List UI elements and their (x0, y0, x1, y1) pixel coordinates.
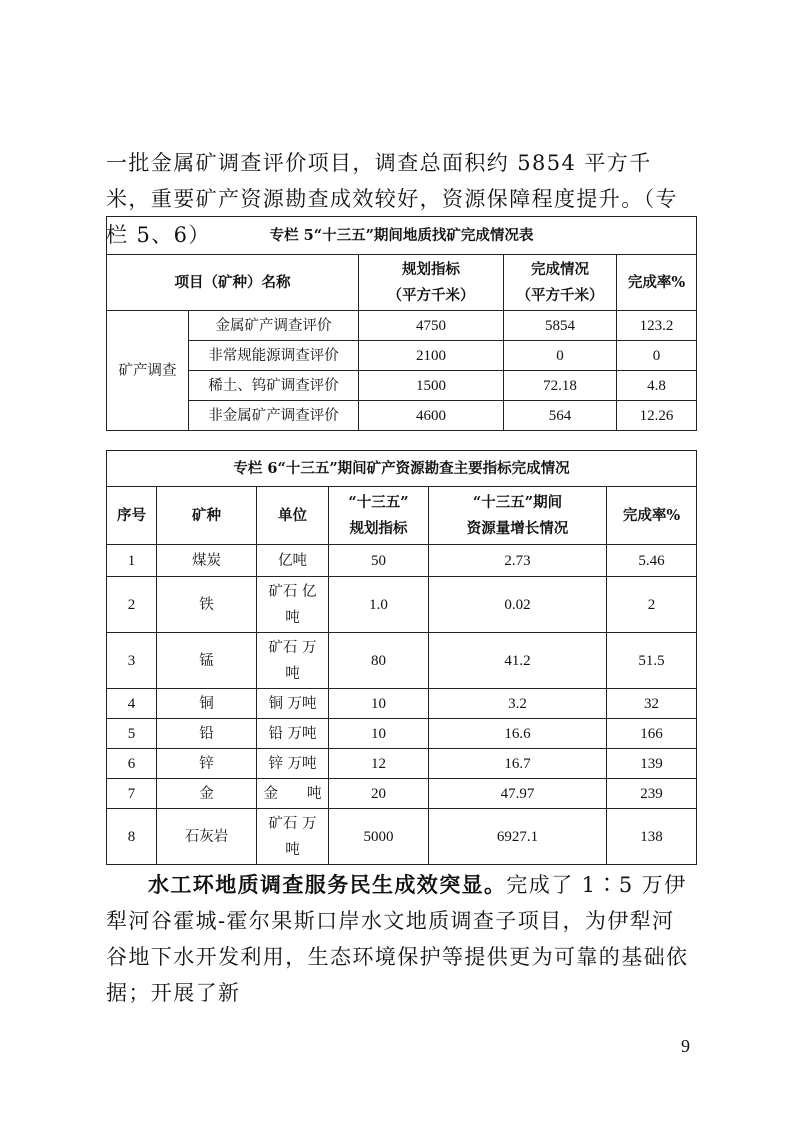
table2-cell-mineral: 铅 (157, 719, 257, 749)
table-row (107, 371, 697, 401)
page-number: 9 (681, 1036, 690, 1056)
table1-cell-plan: 4600 (359, 401, 504, 431)
table2-cell-growth: 0.02 (429, 577, 607, 633)
table2-cell-seq: 5 (107, 719, 157, 749)
table-row (107, 779, 697, 809)
table1-header-plan: 规划指标 （平方千米） (359, 255, 504, 311)
table2-cell-mineral: 金 (157, 779, 257, 809)
table2-cell-rate: 139 (607, 749, 697, 779)
table-geological-prospecting (106, 216, 697, 431)
table-row (107, 633, 697, 689)
table2-cell-mineral: 铁 (157, 577, 257, 633)
table2-cell-plan: 5000 (329, 809, 429, 865)
table2-cell-seq: 7 (107, 779, 157, 809)
table2-cell-mineral: 锌 (157, 749, 257, 779)
table2-cell-plan: 12 (329, 749, 429, 779)
table2-cell-rate: 138 (607, 809, 697, 865)
table1-cell-rate: 0 (617, 341, 697, 371)
table2-cell-plan: 10 (329, 689, 429, 719)
table2-header-seq: 序号 (107, 487, 157, 545)
table1-cell-done: 72.18 (504, 371, 617, 401)
table2-cell-seq: 4 (107, 689, 157, 719)
table2-cell-growth: 6927.1 (429, 809, 607, 865)
table2-cell-growth: 2.73 (429, 545, 607, 577)
table1-cell-item: 非常规能源调查评价 (189, 341, 359, 371)
table2-cell-unit: 亿吨 (257, 545, 329, 577)
intro-paragraph: 一批金属矿调查评价项目，调查总面积约 5854 平方千米，重要矿产资源勘查成效较好，资源保障程度提升。（专栏 5、6） (106, 151, 678, 247)
table-row (107, 689, 697, 719)
table2-cell-rate: 51.5 (607, 633, 697, 689)
table2-cell-rate: 2 (607, 577, 697, 633)
table2-cell-rate: 5.46 (607, 545, 697, 577)
table2-header-unit: 单位 (257, 487, 329, 545)
table2-cell-plan: 50 (329, 545, 429, 577)
table1-cell-done: 564 (504, 401, 617, 431)
table2-header-growth: “十三五”期间 资源量增长情况 (429, 487, 607, 545)
table2-cell-unit: 锌 万吨 (257, 749, 329, 779)
table2-cell-rate: 166 (607, 719, 697, 749)
table2-cell-mineral: 锰 (157, 633, 257, 689)
table2-cell-plan: 1.0 (329, 577, 429, 633)
outro-text: 完成了 1∶5 万伊犁河谷霍城-霍尔果斯口岸水文地质调查子项目，为伊犁河谷地下水开发利用，生态环境保护等提供更为可靠的基础依据；开展了新 (106, 873, 689, 1005)
table2-cell-unit: 金 吨 (257, 779, 329, 809)
table2-cell-unit: 矿石 万 吨 (257, 809, 329, 865)
table2-cell-mineral: 铜 (157, 689, 257, 719)
outro-lead: 水工环地质调查服务民生成效突显。 (148, 872, 507, 897)
table2-header-plan: “十三五” 规划指标 (329, 487, 429, 545)
table-row (107, 749, 697, 779)
table1-cell-item: 金属矿产调查评价 (189, 311, 359, 341)
table2-cell-rate: 32 (607, 689, 697, 719)
table2-caption: 专栏 6“十三五”期间矿产资源勘查主要指标完成情况 (107, 451, 697, 487)
table1-cell-item: 非金属矿产调查评价 (189, 401, 359, 431)
table1-header-name: 项目（矿种）名称 (107, 255, 359, 311)
table2-cell-plan: 10 (329, 719, 429, 749)
table-row (107, 311, 697, 341)
table2-cell-unit: 铜 万吨 (257, 689, 329, 719)
table1-cell-done: 0 (504, 341, 617, 371)
table1-cell-plan: 4750 (359, 311, 504, 341)
table2-cell-growth: 16.7 (429, 749, 607, 779)
table2-cell-plan: 20 (329, 779, 429, 809)
table2-cell-growth: 3.2 (429, 689, 607, 719)
table-row (107, 719, 697, 749)
table2-cell-unit: 铅 万吨 (257, 719, 329, 749)
table-mineral-exploration (106, 450, 697, 865)
table-row (107, 341, 697, 371)
table-row (107, 577, 697, 633)
table2-cell-seq: 8 (107, 809, 157, 865)
table1-cell-rate: 12.26 (617, 401, 697, 431)
table1-cell-plan: 1500 (359, 371, 504, 401)
table2-header-rate: 完成率% (607, 487, 697, 545)
table2-cell-seq: 6 (107, 749, 157, 779)
table1-cell-rate: 4.8 (617, 371, 697, 401)
table2-cell-seq: 1 (107, 545, 157, 577)
table-row (107, 809, 697, 865)
table1-caption: 专栏 5“十三五”期间地质找矿完成情况表 (107, 217, 697, 255)
table-row (107, 401, 697, 431)
table2-cell-growth: 41.2 (429, 633, 607, 689)
table-row (107, 545, 697, 577)
outro-paragraph (106, 867, 696, 1011)
table2-header-mineral: 矿种 (157, 487, 257, 545)
table1-cell-item: 稀土、钨矿调查评价 (189, 371, 359, 401)
table2-cell-seq: 2 (107, 577, 157, 633)
table2-cell-growth: 47.97 (429, 779, 607, 809)
table2-cell-mineral: 煤炭 (157, 545, 257, 577)
table2-cell-plan: 80 (329, 633, 429, 689)
table1-group-label: 矿产调查 (107, 311, 189, 431)
table1-cell-plan: 2100 (359, 341, 504, 371)
table2-cell-mineral: 石灰岩 (157, 809, 257, 865)
table1-cell-rate: 123.2 (617, 311, 697, 341)
table2-cell-unit: 矿石 亿 吨 (257, 577, 329, 633)
table1-header-done: 完成情况 （平方千米） (504, 255, 617, 311)
table1-header-rate: 完成率% (617, 255, 697, 311)
table1-cell-done: 5854 (504, 311, 617, 341)
table2-cell-unit: 矿石 万 吨 (257, 633, 329, 689)
table2-cell-rate: 239 (607, 779, 697, 809)
table2-cell-seq: 3 (107, 633, 157, 689)
table2-cell-growth: 16.6 (429, 719, 607, 749)
